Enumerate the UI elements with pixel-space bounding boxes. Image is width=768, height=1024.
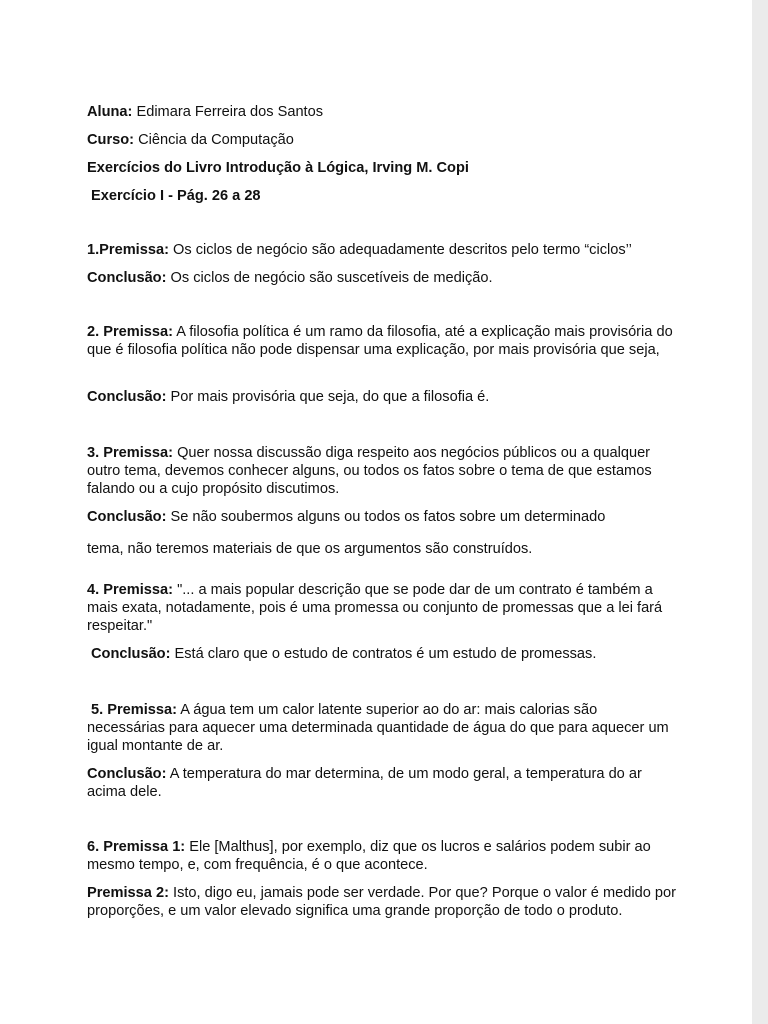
- item-5-premise-label: 5. Premissa:: [91, 702, 177, 718]
- item-3-conclusion-text-1: Se não soubermos alguns ou todos os fatos sobre um determinado: [170, 509, 606, 525]
- item-3-conclusion: [87, 508, 687, 526]
- item-5-premise-text: A água tem um calor latente superior ao do ar: mais calorias são necessárias para aquecer uma determinada quantidade de água do que para aquecer um igual montante de ar.: [87, 702, 669, 754]
- item-1-conclusion-text: Os ciclos de negócio são suscetíveis de medição.: [170, 270, 493, 286]
- student-name: Edimara Ferreira dos Santos: [136, 104, 324, 120]
- item-5-conclusion: [87, 765, 677, 801]
- item-5-conclusion-label: Conclusão:: [87, 766, 167, 782]
- item-5-conclusion-text: A temperatura do mar determina, de um modo geral, a temperatura do ar acima dele.: [87, 766, 642, 800]
- course-label: Curso:: [87, 132, 135, 148]
- item-5-premise: [87, 701, 677, 755]
- item-2-premise: [87, 323, 677, 359]
- item-4-premise: [87, 581, 677, 635]
- item-6-premise-2: [87, 884, 677, 920]
- item-4-premise-text: "... a mais popular descrição que se pode dar de um contrato é também a mais exata, notadamente, pois é uma promessa ou conjunto de promessas que a lei fará respeitar.": [87, 582, 663, 634]
- item-4-conclusion: [87, 645, 691, 663]
- exercise-reference: Exercício I - Pág. 26 a 28: [91, 188, 261, 204]
- item-1-premise-label: 1.Premissa:: [87, 242, 169, 258]
- item-3-conclusion-continued: tema, não teremos materiais de que os argumentos são construídos.: [87, 541, 533, 557]
- book-title: Exercícios do Livro Introdução à Lógica, Irving M. Copi: [87, 160, 469, 176]
- course-line: [87, 131, 687, 149]
- item-2-conclusion-label: Conclusão:: [87, 389, 167, 405]
- course-name: Ciência da Computação: [138, 132, 294, 148]
- item-6-premise-1: [87, 838, 677, 874]
- item-1-conclusion-label: Conclusão:: [87, 270, 167, 286]
- item-2-conclusion: [87, 388, 687, 406]
- item-6-premise-1-text: Ele [Malthus], por exemplo, diz que os lucros e salários podem subir ao mesmo tempo, e, com frequência, é o que acontece.: [87, 839, 651, 873]
- item-1-premise: [87, 241, 687, 259]
- item-2-conclusion-text: Por mais provisória que seja, do que a filosofia é.: [170, 389, 490, 405]
- item-2-premise-text: A filosofia política é um ramo da filosofia, até a explicação mais provisória do que é filosofia política não pode dispensar uma explicação, por mais provisória que seja,: [87, 324, 673, 358]
- item-3-premise: [87, 444, 677, 498]
- item-6-premise-1-label: 6. Premissa 1:: [87, 839, 186, 855]
- item-1-conclusion: [87, 269, 687, 287]
- student-label: Aluna:: [87, 104, 133, 120]
- item-3-premise-text: Quer nossa discussão diga respeito aos negócios públicos ou a qualquer outro tema, devemos conhecer alguns, ou todos os fatos sobre o tema de que estamos falando ou a cujo propósito discutimos.: [87, 445, 652, 497]
- item-4-conclusion-label: Conclusão:: [91, 646, 171, 662]
- item-1-premise-text: Os ciclos de negócio são adequadamente descritos pelo termo “ciclos’’: [173, 242, 632, 258]
- item-4-premise-label: 4. Premissa:: [87, 582, 173, 598]
- item-4-conclusion-text: Está claro que o estudo de contratos é um estudo de promessas.: [174, 646, 597, 662]
- item-2-premise-label: 2. Premissa:: [87, 324, 173, 340]
- item-6-premise-2-label: Premissa 2:: [87, 885, 169, 901]
- item-3-premise-label: 3. Premissa:: [87, 445, 173, 461]
- item-6-premise-2-text: Isto, digo eu, jamais pode ser verdade. Por que? Porque o valor é medido por proporções, e um valor elevado significa uma grande proporção de todo o produto.: [87, 885, 676, 919]
- student-line: [87, 103, 687, 121]
- item-3-conclusion-label: Conclusão:: [87, 509, 167, 525]
